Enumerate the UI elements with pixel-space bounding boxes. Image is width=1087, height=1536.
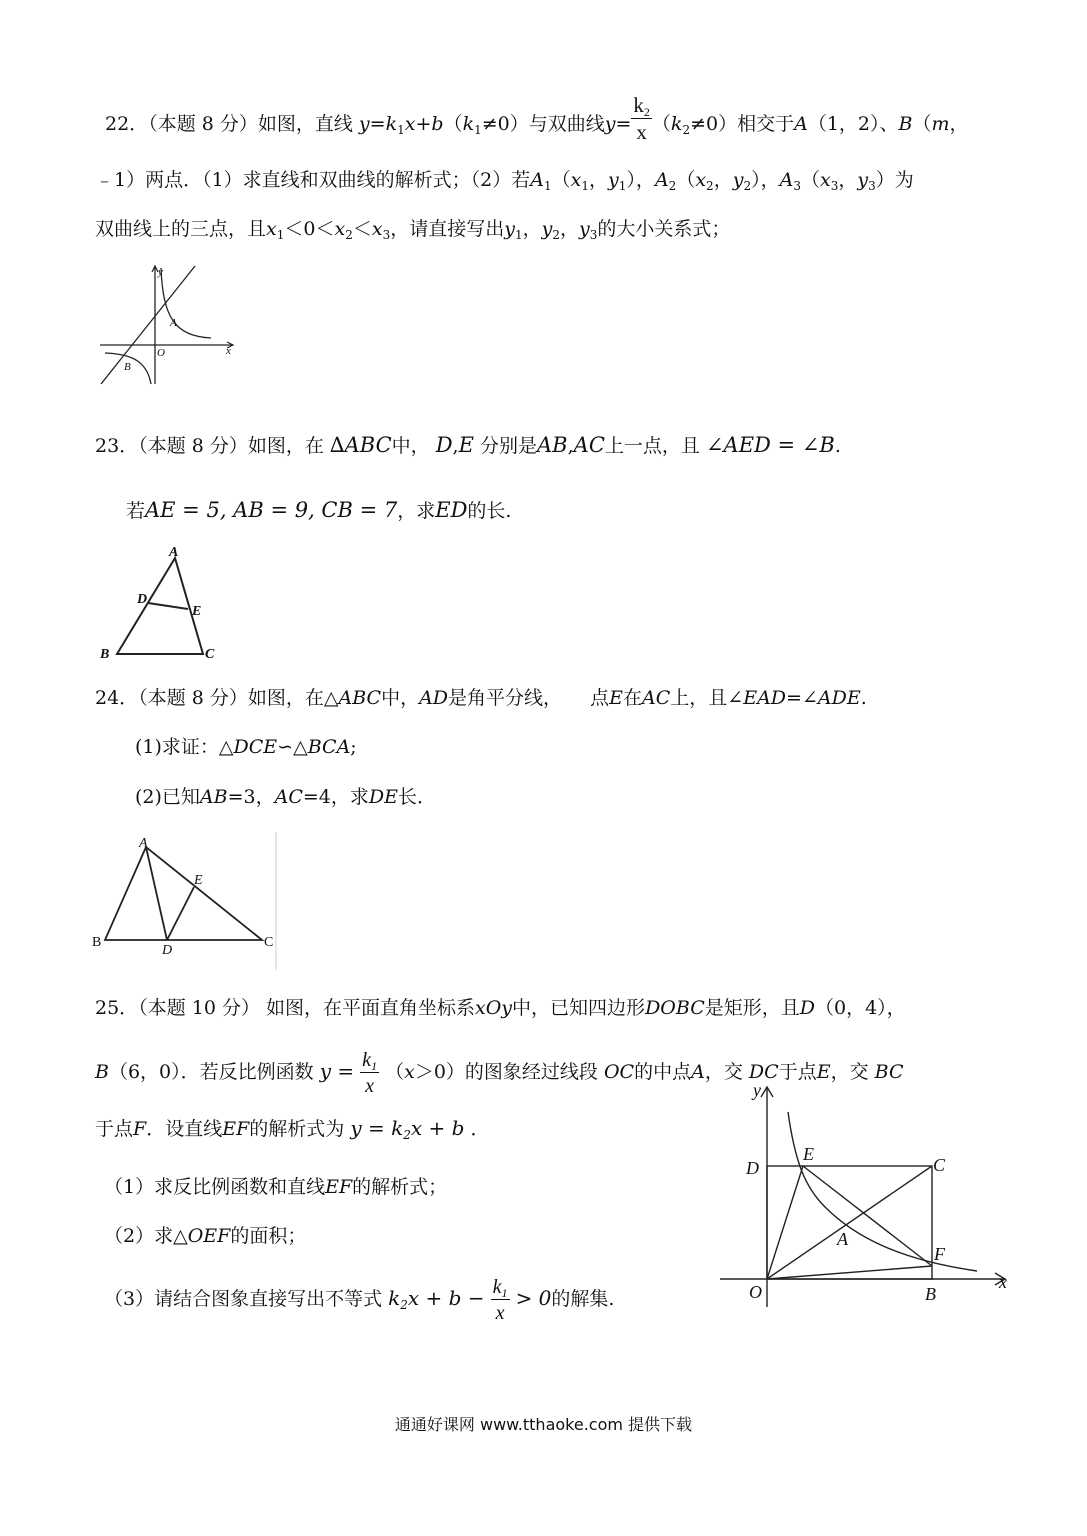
q22-label-a: A [170,317,177,329]
q25-line-3: 于点F．设直线EF的解析式为 $y = k_2x + b$ ． [95,1116,490,1142]
q25-segment-of [767,1266,932,1279]
q25-label-f: F [934,1244,945,1264]
q22-label-b: B [124,361,131,373]
q24-segment-de [167,887,194,940]
q23-line-2: 若AE = 5, AB = 9, CB = 7，求ED的长. [126,498,512,522]
q24-line-1: 24．（本题 8 分）如图，在△ABC中，AD是角平分线， 点E在AC上，且∠EAD=∠ADE. [95,687,867,709]
q25-label-o: O [749,1282,762,1302]
q23-label-d: D [137,592,148,607]
q23-segment-de [148,603,188,609]
q25-line-1: 25．（本题 10 分） 如图，在平面直角坐标系xOy中，已知四边形DOBC是矩形，且D（0，4）， [95,997,906,1019]
q25-label-d: D [746,1158,759,1178]
q25-label-x: x [999,1272,1007,1292]
q23-label-a: A [169,545,179,560]
q23-line-1: 23．（本题 8 分）如图，在 ∆ABC中， D,E 分别是AB,AC上一点，且 ∠AED = ∠B. [95,433,841,457]
q22-hyperbola-upper [161,268,211,338]
q25-label-c: C [933,1155,946,1175]
q22-figure [95,258,245,388]
q25-diagonal-oc [767,1166,932,1279]
page-footer: 通通好课网 www.tthaoke.com 提供下载 [394,1415,693,1434]
q25-label-a: A [837,1229,848,1249]
q25-segment-ef [803,1166,932,1266]
q25-label-b: B [925,1284,936,1304]
q24-figure [90,832,280,972]
q25-hyperbola [788,1112,977,1271]
q25-segment-oe [767,1166,803,1279]
q24-label-d: D [162,943,173,958]
q24-label-c: C [264,935,274,950]
q24-label-e: E [194,873,203,888]
q25-part-1: （1）求反比例函数和直线EF的解析式； [104,1176,448,1198]
q23-triangle [117,558,203,654]
q25-label-y: y [753,1080,761,1100]
q25-line-2: B（6，0）．若反比例函数 y = $\frac{k_1}{x}$ （x＞0）的图象经过线段 OC的中点A，交 DC于点E，交 BC [95,1049,904,1097]
q24-label-a: A [139,836,148,851]
q25-part-2: （2）求△OEF的面积； [104,1225,307,1247]
q24-part-1: (1)求证：△DCE∽△BCA; [135,736,357,758]
q22-label-y: y [158,266,163,278]
q24-label-b: B [92,935,102,950]
q25-fraction: $\frac{k_1}{x}$ [362,1049,378,1097]
q22-fraction: $\frac{k_2}{x}$ [633,93,650,144]
q22-label-x: x [226,345,231,357]
q22-line-1: 22．（本题 8 分）如图，直线 $y=k_1x+b(k_1\ne 0)$与双曲线y= $\frac{k_2}{x}$ $(k_2\ne 0)$相交于A（1，2）、B（m， [105,93,969,144]
q23-label-c: C [205,647,215,662]
q25-figure [715,1082,1015,1312]
q23-label-e: E [192,604,202,619]
q24-triangle [105,847,262,940]
q23-label-b: B [100,647,110,662]
q25-part-3: （3）请结合图象直接写出不等式 $k_2x + b$ − $\frac{k_1}{x}$ > 0的解集. [104,1276,615,1324]
q23-figure [95,546,225,664]
q24-part-2: (2)已知AB=3，AC=4，求DE长． [135,786,437,808]
q22-line-graph [101,266,195,384]
q22-line-2: ﹣1）两点．（1）求直线和双曲线的解析式；（2）若$A_1(x_1$，$y_1$），$A_2(x_2$，$y_2$），$A_3(x_3$，$y_3$）为 [95,169,914,193]
q25-inequality-fraction: $\frac{k_1}{x}$ [492,1276,508,1324]
q25-label-e: E [803,1144,814,1164]
q22-line-3: 双曲线上的三点，且$x_1<0<x_2<x_3$，请直接写出$y_1$，$y_2$，$y_3$的大小关系式； [95,218,731,242]
q22-label-o: O [157,347,165,359]
